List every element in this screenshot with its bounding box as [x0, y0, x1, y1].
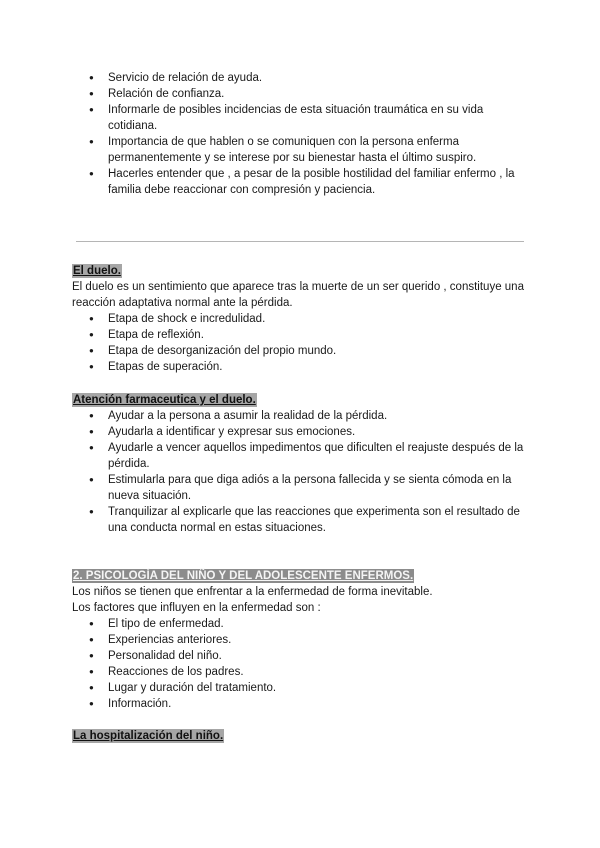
list-item: ● Informarle de posibles incidencias de esta situación traumática en su vida cotidiana. [72, 102, 528, 134]
horizontal-divider [76, 241, 524, 242]
list-item: ● Ayudarle a vencer aquellos impedimentos que dificulten el reajuste después de la pérdida. [72, 440, 528, 472]
list-item: ● Información. [72, 696, 532, 712]
list-item: ● Ayudarla a identificar y expresar sus emociones. [72, 424, 528, 440]
list-item: ● Etapas de superación. [72, 359, 532, 375]
factores-list [72, 616, 532, 712]
list-item: ● Servicio de relación de ayuda. [72, 70, 528, 86]
list-item: ● Tranquilizar al explicarle que las reacciones que experimenta son el resultado de una conducta normal en estas situaciones. [72, 504, 528, 536]
hospitalizacion-section [72, 728, 532, 744]
list-item: ● Ayudar a la persona a asumir la realidad de la pérdida. [72, 408, 528, 424]
list-item: ● Experiencias anteriores. [72, 632, 532, 648]
duelo-section [72, 263, 532, 375]
intro-list [72, 70, 528, 198]
list-item: ● Reacciones de los padres. [72, 664, 532, 680]
psicologia-line-2: Los factores que influyen en la enfermedad son : [72, 602, 321, 614]
intro-section [72, 70, 528, 198]
psicologia-line-1: Los niños se tienen que enfrentar a la enfermedad de forma inevitable. [72, 586, 433, 598]
section-heading-hospitalizacion: La hospitalización del niño. [73, 730, 224, 742]
list-item: ● El tipo de enfermedad. [72, 616, 532, 632]
list-item: ● Personalidad del niño. [72, 648, 532, 664]
list-item: ● Estimularla para que diga adiós a la persona fallecida y se sienta cómoda en la nueva situación. [72, 472, 528, 504]
list-item: ● Etapa de desorganización del propio mundo. [72, 343, 532, 359]
duelo-stages-list [72, 311, 532, 375]
section-heading-duelo: El duelo. [73, 265, 121, 277]
psicologia-section [72, 568, 532, 712]
list-item: ● Etapa de shock e incredulidad. [72, 311, 532, 327]
atencion-section [72, 392, 528, 536]
list-item: ● Etapa de reflexión. [72, 327, 532, 343]
list-item: ● Hacerles entender que , a pesar de la posible hostilidad del familiar enfermo , la familia debe reaccionar con compresión y paciencia. [72, 166, 528, 198]
section-heading-psicologia: 2. PSICOLOGÍA DEL NIÑO Y DEL ADOLESCENTE ENFERMOS. [73, 570, 414, 582]
duelo-paragraph: El duelo es un sentimiento que aparece tras la muerte de un ser querido , constituye una reacción adaptativa normal ante la pérdida. [72, 281, 524, 309]
list-item: ● Importancia de que hablen o se comuniquen con la persona enferma permanentemente y se interese por su bienestar hasta el último suspiro. [72, 134, 528, 166]
list-item: ● Relación de confianza. [72, 86, 528, 102]
atencion-list [72, 408, 528, 536]
list-item: ● Lugar y duración del tratamiento. [72, 680, 532, 696]
section-heading-atencion: Atención farmaceutica y el duelo. [73, 394, 256, 406]
